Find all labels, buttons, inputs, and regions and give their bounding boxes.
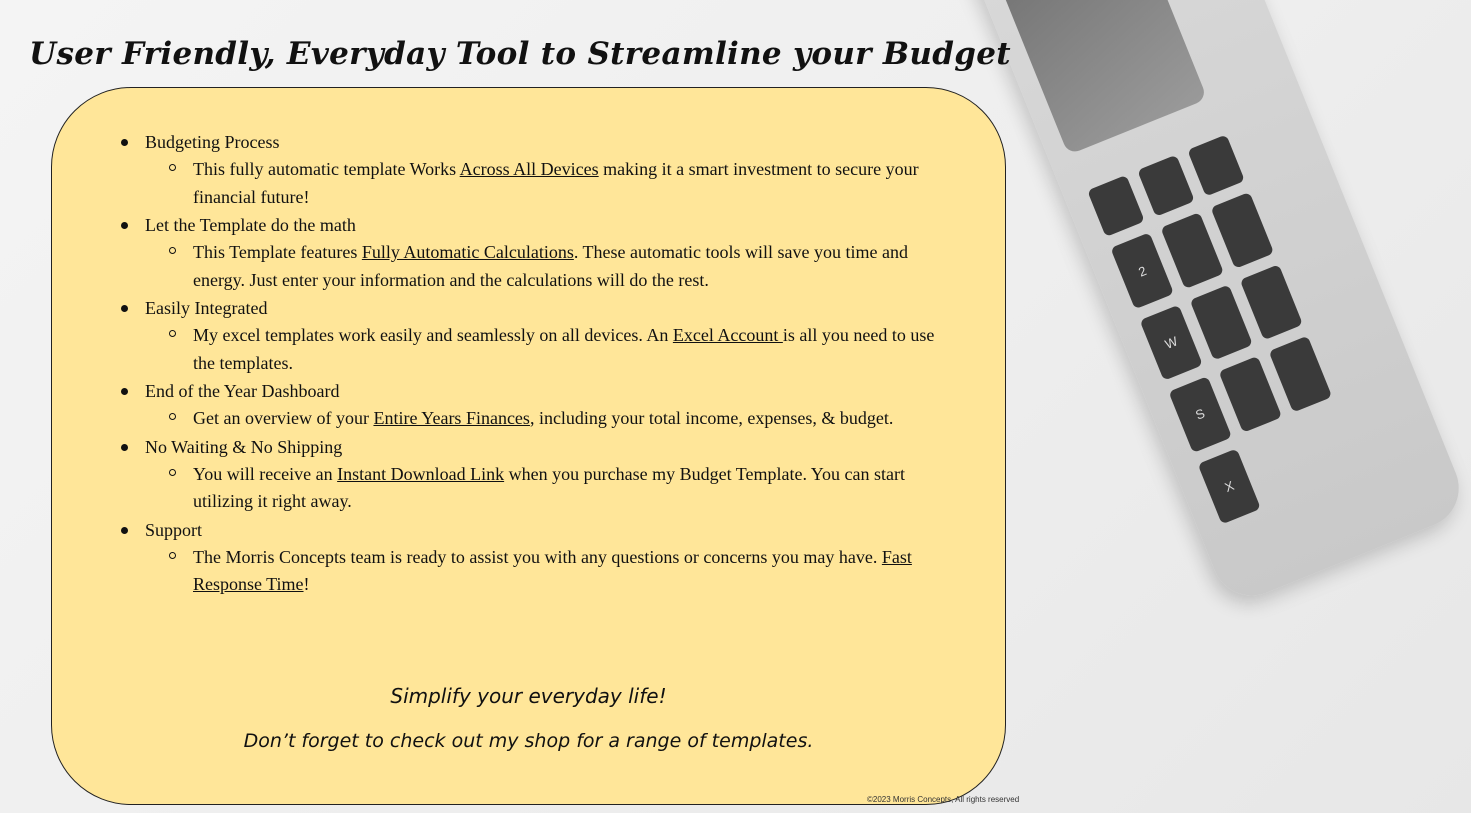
section-detail (52, 156, 1005, 211)
key (1161, 213, 1224, 289)
laptop-keyboard (1087, 134, 1361, 524)
detail-text: . These automatic tools will save you time and energy. Just enter your information and the calculations will do the rest. (193, 242, 908, 290)
list-item (52, 516, 1005, 599)
section-heading-text: End of the Year Dashboard (145, 381, 340, 401)
bullet-icon (121, 222, 128, 229)
circle-bullet-icon (169, 164, 176, 171)
detail-text: , including your total income, expenses, & budget. (529, 408, 894, 428)
slogan-simplify: Simplify your everyday life! (390, 684, 667, 708)
key (1137, 155, 1195, 217)
list-item (52, 433, 1005, 516)
key (1240, 264, 1303, 340)
section-heading-text: Easily Integrated (145, 298, 268, 318)
circle-bullet-icon (169, 247, 176, 254)
list-item (52, 377, 1005, 433)
detail-text: when you purchase my Budget Template. You can start utilizing it right away. (193, 463, 905, 511)
laptop-decoration (960, 0, 1471, 608)
section-detail (52, 239, 1005, 294)
circle-bullet-icon (169, 552, 176, 559)
list-item (52, 128, 1005, 211)
section-heading-text: No Waiting & No Shipping (145, 436, 343, 457)
key-s: S (1169, 376, 1232, 452)
section-detail (52, 461, 1005, 516)
bullet-icon (121, 305, 128, 312)
laptop-screen (986, 0, 1207, 155)
detail-text: ! (303, 574, 310, 594)
key (1219, 356, 1282, 432)
circle-bullet-icon (169, 330, 176, 337)
key-w: W (1140, 304, 1203, 380)
key (1187, 134, 1245, 196)
detail-text: is all you need to use the templates. (193, 325, 935, 373)
section-detail (52, 544, 1005, 599)
section-detail (52, 405, 1005, 433)
key (1190, 284, 1253, 360)
highlight-link: Fully Automatic Calculations (361, 242, 574, 262)
bullet-icon (121, 139, 128, 146)
key-x: X (1197, 448, 1260, 524)
bullet-icon (121, 444, 128, 451)
section-heading (52, 128, 1005, 156)
highlight-link: Across All Devices (459, 159, 599, 179)
section-heading (52, 211, 1005, 239)
feature-card (51, 87, 1006, 805)
detail-text: You will receive an (193, 463, 338, 484)
key-2: 2 (1111, 233, 1174, 309)
section-heading (52, 516, 1005, 544)
detail-text: This Template features (193, 242, 362, 262)
bullet-icon (121, 388, 128, 395)
section-heading (52, 377, 1005, 405)
bullet-icon (121, 527, 128, 534)
circle-bullet-icon (169, 413, 176, 420)
page-title: User Friendly, Everyday Tool to Streamline your Budget (29, 36, 1011, 72)
section-heading-text: Support (145, 519, 203, 540)
highlight-link: Fast Response Time (193, 546, 912, 594)
detail-text: The Morris Concepts team is ready to assist you with any questions or concerns you may have. (193, 546, 882, 567)
section-heading-text: Budgeting Process (145, 132, 280, 152)
list-item (52, 211, 1005, 294)
detail-text: My excel templates work easily and seamlessly on all devices. An (193, 325, 673, 345)
circle-bullet-icon (169, 469, 176, 476)
section-heading-text: Let the Template do the math (145, 215, 356, 235)
key (1211, 192, 1274, 268)
key (1269, 336, 1332, 412)
section-heading (52, 294, 1005, 322)
copyright-notice: ©2023 Morris Concepts, All rights reserved (867, 795, 1020, 804)
highlight-link: Excel Account (672, 325, 783, 345)
detail-text: Get an overview of your (193, 408, 374, 428)
key (1087, 175, 1145, 237)
detail-text: making it a smart investment to secure your financial future! (193, 159, 919, 207)
list-item (52, 294, 1005, 377)
section-heading (52, 433, 1005, 461)
section-detail (52, 322, 1005, 377)
highlight-link: Entire Years Finances (373, 408, 530, 428)
highlight-link: Instant Download Link (337, 463, 505, 484)
slogan-shop: Don’t forget to check out my shop for a range of templates. (243, 730, 814, 752)
detail-text: This fully automatic template Works (193, 159, 460, 179)
feature-list (52, 128, 1005, 599)
